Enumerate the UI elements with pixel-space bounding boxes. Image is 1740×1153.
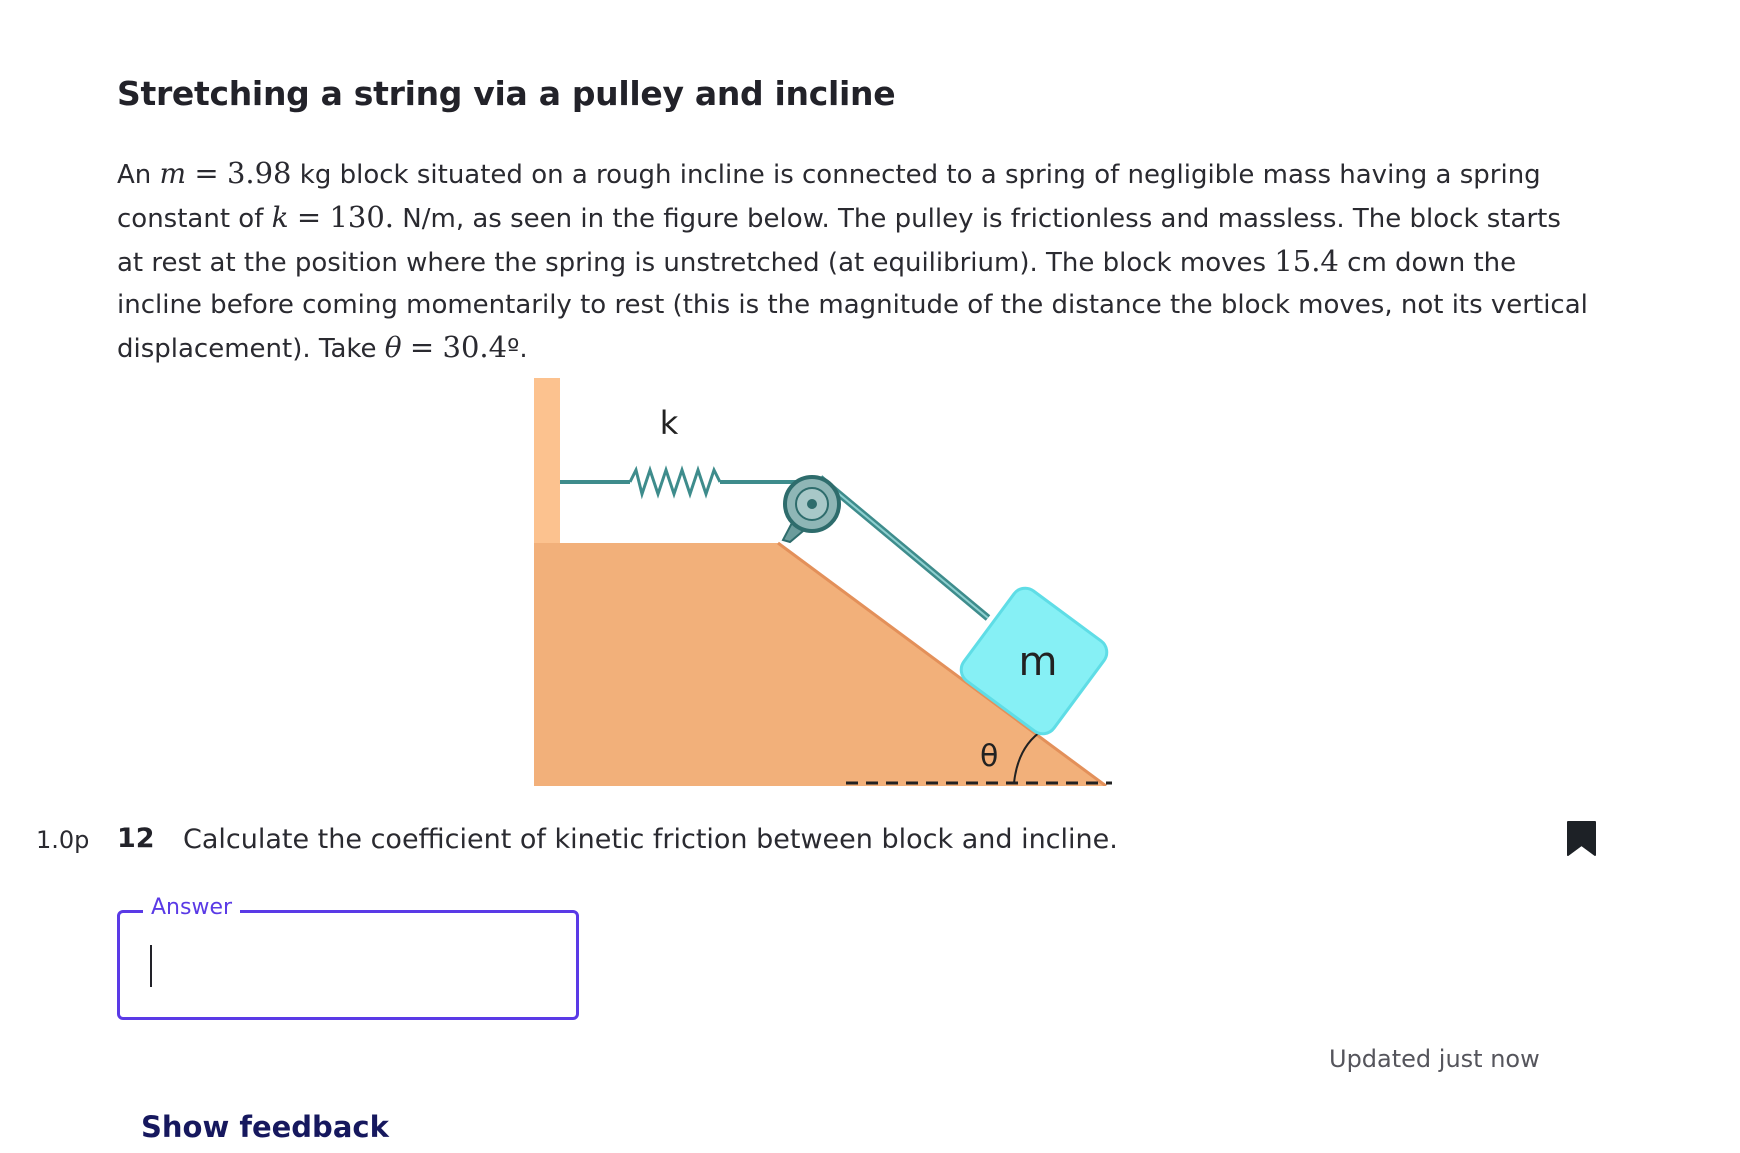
spring-coils	[630, 470, 720, 494]
body-line-1: An m = 3.98 kg block situated on a rough incline is connected to a spring of negligible mass having a spring	[117, 156, 1541, 190]
incline-pulley-figure	[528, 378, 1112, 786]
question-title: Stretching a string via a pulley and incline	[117, 74, 896, 113]
question-body	[117, 152, 1588, 370]
angle-label: θ	[980, 739, 999, 774]
show-feedback-link[interactable]: Show feedback	[141, 1110, 389, 1144]
pulley-axle	[807, 499, 817, 509]
spring-label: k	[659, 404, 679, 442]
question-number: 12	[117, 823, 155, 854]
updated-status: Updated just now	[1329, 1045, 1540, 1073]
answer-label: Answer	[143, 895, 240, 920]
bookmark-icon[interactable]	[1566, 820, 1597, 857]
block-label: m	[1018, 639, 1058, 685]
body-line-5: displacement). Take θ = 30.4º.	[117, 330, 528, 364]
body-line-4: incline before coming momentarily to rest (this is the magnitude of the distance the block moves, not its vertical	[117, 290, 1588, 320]
body-line-3: at rest at the position where the spring is unstretched (at equilibrium). The block moves 15.4 cm down the	[117, 244, 1517, 278]
body-line-2: constant of k = 130. N/m, as seen in the figure below. The pulley is frictionless and massless. The block starts	[117, 200, 1561, 234]
question-prompt: Calculate the coefficient of kinetic friction between block and incline.	[183, 824, 1118, 855]
points-label: 1.0p	[36, 826, 90, 854]
text-caret	[150, 945, 152, 987]
answer-input[interactable]	[138, 934, 568, 992]
